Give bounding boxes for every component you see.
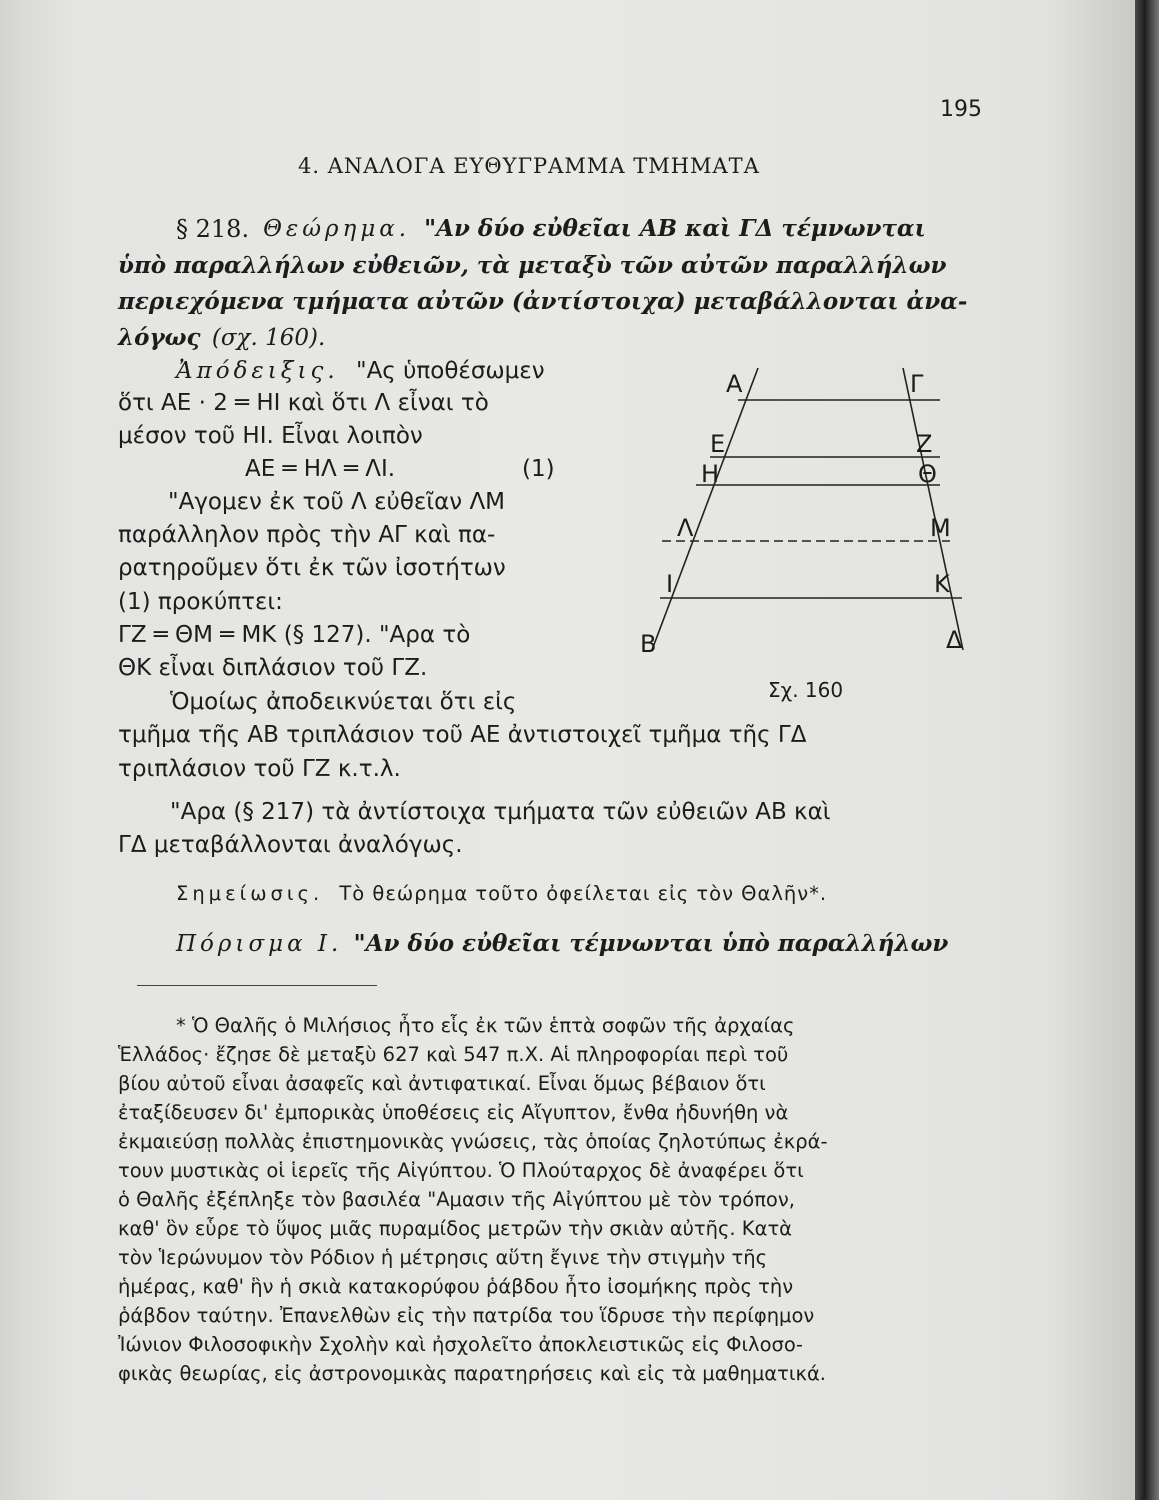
proof-line-15: ΓΔ μεταβάλλονται ἀναλόγως. (118, 832, 463, 858)
proof-line-8: (1) προκύπτει: (118, 589, 283, 615)
footnote-line: * Ὁ Θαλῆς ὁ Μιλήσιος ἦτο εἷς ἐκ τῶν ἑπτὰ σοφῶν τῆς ἀρχαίας (176, 1014, 795, 1037)
proof-line-2: ὅτι ΑΕ · 2 ═ ΗΙ καὶ ὅτι Λ εἶναι τὸ (118, 390, 489, 416)
footnote-line: ἡμέρας, καθ' ἣν ἡ σκιὰ κατακορύφου ῥάβδου ἦτο ἰσομήκης πρὸς τὴν (118, 1275, 794, 1298)
label-L: Λ (677, 514, 694, 542)
figure-160 (600, 360, 990, 710)
label-A: Α (726, 370, 743, 398)
label-TH: Θ (918, 460, 937, 488)
note-label: Σημείωσις. (176, 882, 324, 905)
theorem-line-1 (176, 215, 981, 243)
proof-label: Ἀπόδειξις. (176, 358, 339, 384)
note-text: Τὸ θεώρημα τοῦτο ὀφείλεται εἰς τὸν Θαλῆν*. (339, 882, 828, 905)
label-D: Δ (946, 626, 963, 654)
corollary-label: Πόρισμα Ι. (176, 931, 343, 957)
footnote-line: καθ' ὃν εὗρε τὸ ὕψος μιᾶς πυραμίδος μετρῶν τὴν σκιὰν αὐτῆς. Κατὰ (118, 1217, 793, 1240)
footnote-line: Ἰώνιον Φιλοσοφικὴν Σχολὴν καὶ ἠσχολεῖτο ἀποκλειστικῶς εἰς Φιλοσο- (118, 1333, 803, 1356)
proof-text-1: "Ας ὑποθέσωμεν (355, 358, 545, 384)
footnote-line: ἐκμαιεύσῃ πολλὰς ἐπιστημονικὰς γνώσεις, τὰς ὁποίας ζηλοτύπως ἐκρά- (118, 1130, 828, 1153)
proof-line-3: μέσον τοῦ ΗΙ. Εἶναι λοιπὸν (118, 423, 423, 449)
proof-line-9: ΓΖ ═ ΘΜ ═ ΜΚ (§ 127). "Αρα τὸ (118, 622, 471, 648)
label-I: Ι (666, 570, 674, 598)
footnote-line: βίου αὐτοῦ εἶναι ἀσαφεῖς καὶ ἀντιφατικαί. Εἶναι ὅμως βέβαιον ὅτι (118, 1072, 766, 1095)
note-line (176, 880, 827, 908)
label-G: Γ (910, 370, 924, 398)
theorem-text-4 (118, 324, 325, 352)
label-B: Β (640, 630, 657, 658)
book-edge (1135, 0, 1159, 1500)
figure-reference: (σχ. 160). (211, 325, 326, 351)
footnote-line: Ἑλλάδος· ἔζησε δὲ μεταξὺ 627 καὶ 547 π.Χ. Αἱ πληροφορίαι περὶ τοῦ (118, 1043, 789, 1066)
theorem-number: § 218. (176, 215, 250, 243)
theorem-text-3: περιεχόμενα τμήματα αὐτῶν (ἀντίστοιχα) μεταβάλλονται ἀνα- (118, 288, 968, 315)
footnote-line: ἐταξίδευσεν δι' ἐμπορικὰς ὑποθέσεις εἰς Αἴγυπτον, ἔνθα ἠδυνήθη νὰ (118, 1101, 789, 1124)
figure-caption: Σχ. 160 (768, 678, 844, 702)
label-K: Κ (934, 570, 950, 598)
footnote-line: τὸν Ἱερώνυμον τὸν Ρόδιον ἡ μέτρησις αὕτη ἔγινε τὴν στιγμὴν τῆς (118, 1246, 768, 1269)
proof-line-7: ρατηροῦμεν ὅτι ἐκ τῶν ἰσοτήτων (118, 555, 506, 581)
proof-line-14: "Αρα (§ 217) τὰ ἀντίστοιχα τμήματα τῶν εὐθειῶν ΑΒ καὶ (170, 799, 831, 825)
proof-line-5: "Αγομεν ἐκ τοῦ Λ εὐθεῖαν ΛΜ (168, 489, 506, 515)
label-Z: Ζ (916, 430, 933, 458)
footnote-divider (137, 985, 377, 986)
equation-1: ΑΕ ═ ΗΛ ═ ΛΙ. (245, 456, 396, 482)
equation-number: (1) (522, 456, 555, 482)
corollary-text: "Αν δύο εὐθεῖαι τέμνωνται ὑπὸ παραλλήλων (353, 930, 949, 957)
footnote-line: τουν μυστικὰς οἱ ἱερεῖς τῆς Αἰγύπτου. Ὁ Πλούταρχος δὲ ἀναφέρει ὅτι (118, 1159, 804, 1182)
proof-line-10: ΘΚ εἶναι διπλάσιον τοῦ ΓΖ. (118, 655, 428, 681)
corollary-line (176, 930, 948, 958)
proof-line-6: παράλληλον πρὸς τὴν ΑΓ καὶ πα- (118, 522, 496, 548)
line-GD (903, 368, 963, 650)
footnote-line: ὁ Θαλῆς ἐξέπληξε τὸν βασιλέα "Αμασιν τῆς Αἰγύπτου μὲ τὸν τρόπον, (118, 1188, 795, 1211)
theorem-label: Θεώρημα. (263, 216, 411, 242)
page-number: 195 (940, 97, 982, 122)
proof-line-11: Ὁμοίως ἀποδεικνύεται ὅτι εἰς (170, 689, 517, 715)
theorem-text-4a: λόγως (118, 324, 201, 351)
footnote-line: ῥάβδον ταύτην. Ἐπανελθὼν εἰς τὴν πατρίδα του ἵδρυσε τὴν περίφημον (118, 1304, 815, 1327)
section-heading: 4. ΑΝΑΛΟΓΑ ΕΥΘΥΓΡΑΜΜΑ ΤΜΗΜΑΤΑ (298, 154, 760, 178)
theorem-text-1: "Αν δύο εὐθεῖαι ΑΒ καὶ ΓΔ τέμνωνται (424, 215, 926, 242)
label-E: Ε (710, 430, 726, 458)
proof-line-1 (176, 357, 545, 385)
label-H: Η (701, 460, 720, 488)
footnote-line: φικὰς θεωρίας, εἰς ἀστρονομικὰς παρατηρήσεις καὶ εἰς τὰ μαθηματικά. (118, 1362, 826, 1385)
proof-line-12: τμῆμα τῆς ΑΒ τριπλάσιον τοῦ ΑΕ ἀντιστοιχεῖ τμῆμα τῆς ΓΔ (118, 722, 807, 748)
theorem-text-2: ὑπὸ παραλλήλων εὐθειῶν, τὰ μεταξὺ τῶν αὐτῶν παραλλήλων (118, 252, 947, 279)
proof-line-13: τριπλάσιον τοῦ ΓΖ κ.τ.λ. (118, 756, 401, 782)
label-M: Μ (930, 514, 951, 542)
line-AB (652, 368, 758, 650)
